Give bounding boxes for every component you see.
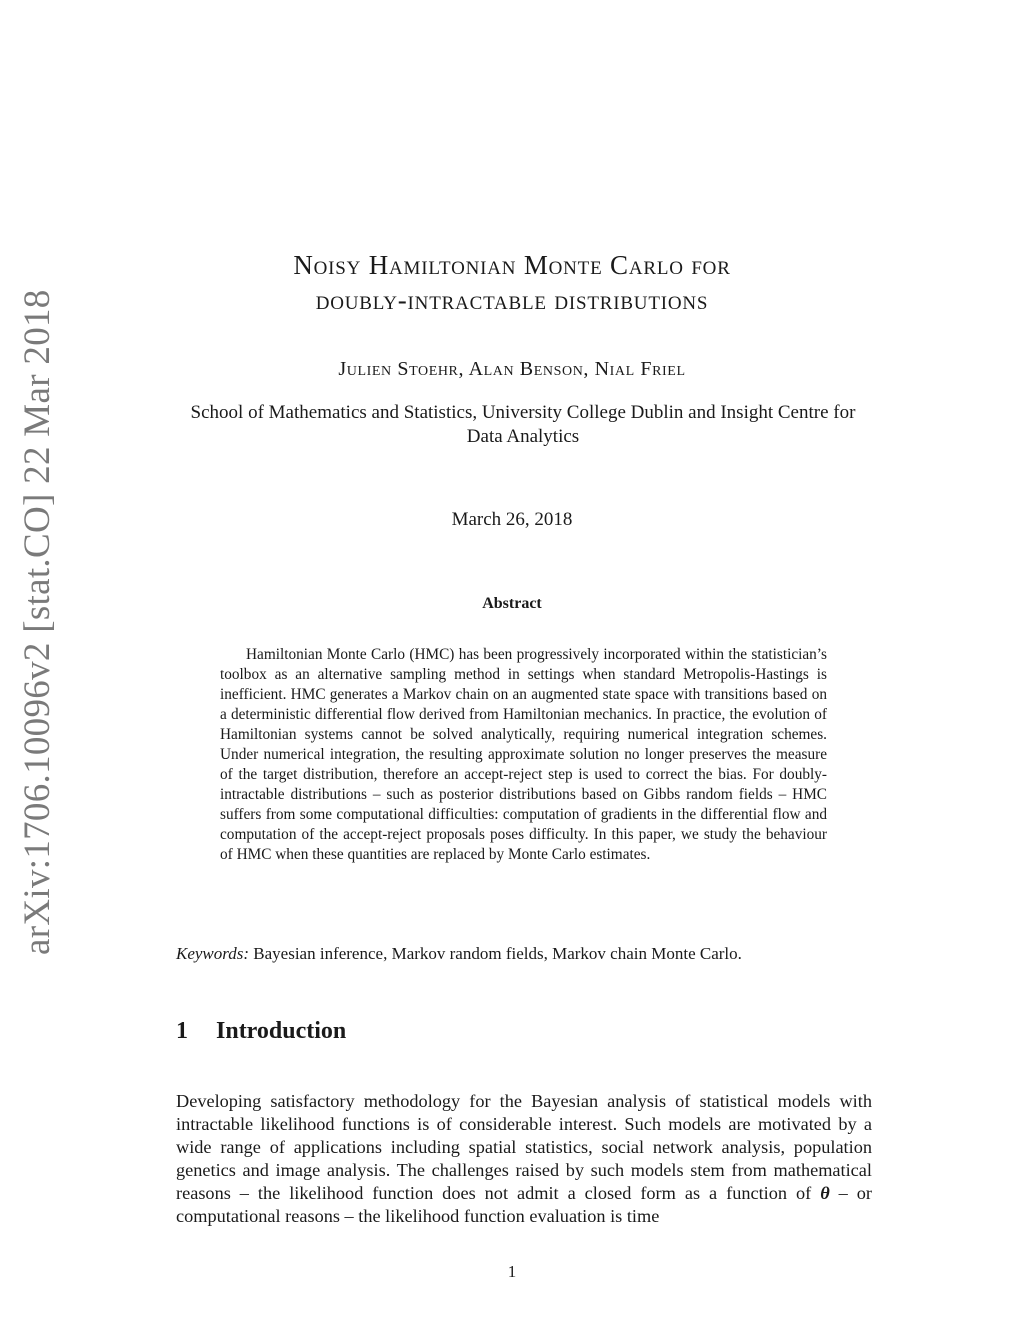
paper-title <box>0 248 1024 318</box>
author-list: Julien Stoehr, Alan Benson, Nial Friel <box>338 358 686 380</box>
affiliation: School of Mathematics and Statistics, University College Dublin and Insight Centre for Data Analytics <box>190 402 856 447</box>
publication-date: March 26, 2018 <box>451 509 573 530</box>
section-title: Introduction <box>216 1018 347 1044</box>
keywords <box>176 944 846 964</box>
arxiv-identifier-stamp: arXiv:1706.10096v2 [stat.CO] 22 Mar 2018 <box>17 289 58 955</box>
intro-text-part-2: – or computational reasons – the likelihood function evaluation is time <box>176 1183 873 1226</box>
theta-symbol: θ <box>820 1183 830 1203</box>
keywords-label: Keywords: <box>176 944 250 963</box>
section-heading-introduction <box>176 1018 346 1045</box>
title-line-1: Noisy Hamiltonian Monte Carlo for <box>293 250 731 280</box>
keywords-list: Bayesian inference, Markov random fields, Markov chain Monte Carlo. <box>249 944 742 963</box>
title-line-2: doubly-intractable distributions <box>315 285 709 315</box>
section-number: 1 <box>176 1018 188 1044</box>
introduction-paragraph <box>176 1090 872 1228</box>
page-number: 1 <box>507 1262 517 1281</box>
abstract-heading: Abstract <box>482 595 542 612</box>
abstract-text: Hamiltonian Monte Carlo (HMC) has been progressively incorporated within the statistician’s toolbox as an alternative sampling method in settings when standard Metropolis-Hastings is inefficient. HMC generates a Markov chain on an augmented state space with transitions based on a deterministic differential flow derived from Hamiltonian mechanics. In practice, the evolution of Hamiltonian systems cannot be solved analytically, requiring numerical integration schemes. Under numerical integration, the resulting approximate solution no longer preserves the measure of the target distribution, therefore an accept-reject step is used to correct the bias. For doubly-intractable distributions – such as posterior distributions based on Gibbs random fields – HMC suffers from some computational difficulties: computation of gradients in the differential flow and computation of the accept-reject proposals poses difficulty. In this paper, we study the behaviour of HMC when these quantities are replaced by Monte Carlo estimates. <box>220 646 827 863</box>
intro-text-part-1: Developing satisfactory methodology for the Bayesian analysis of statistical models with intractable likelihood functions is of considerable interest. Such models are motivated by a wide range of applications including spatial statistics, social network analysis, population genetics and image analysis. The challenges raised by such models stem from mathematical reasons – the likelihood function does not admit a closed form as a function of <box>176 1091 872 1203</box>
